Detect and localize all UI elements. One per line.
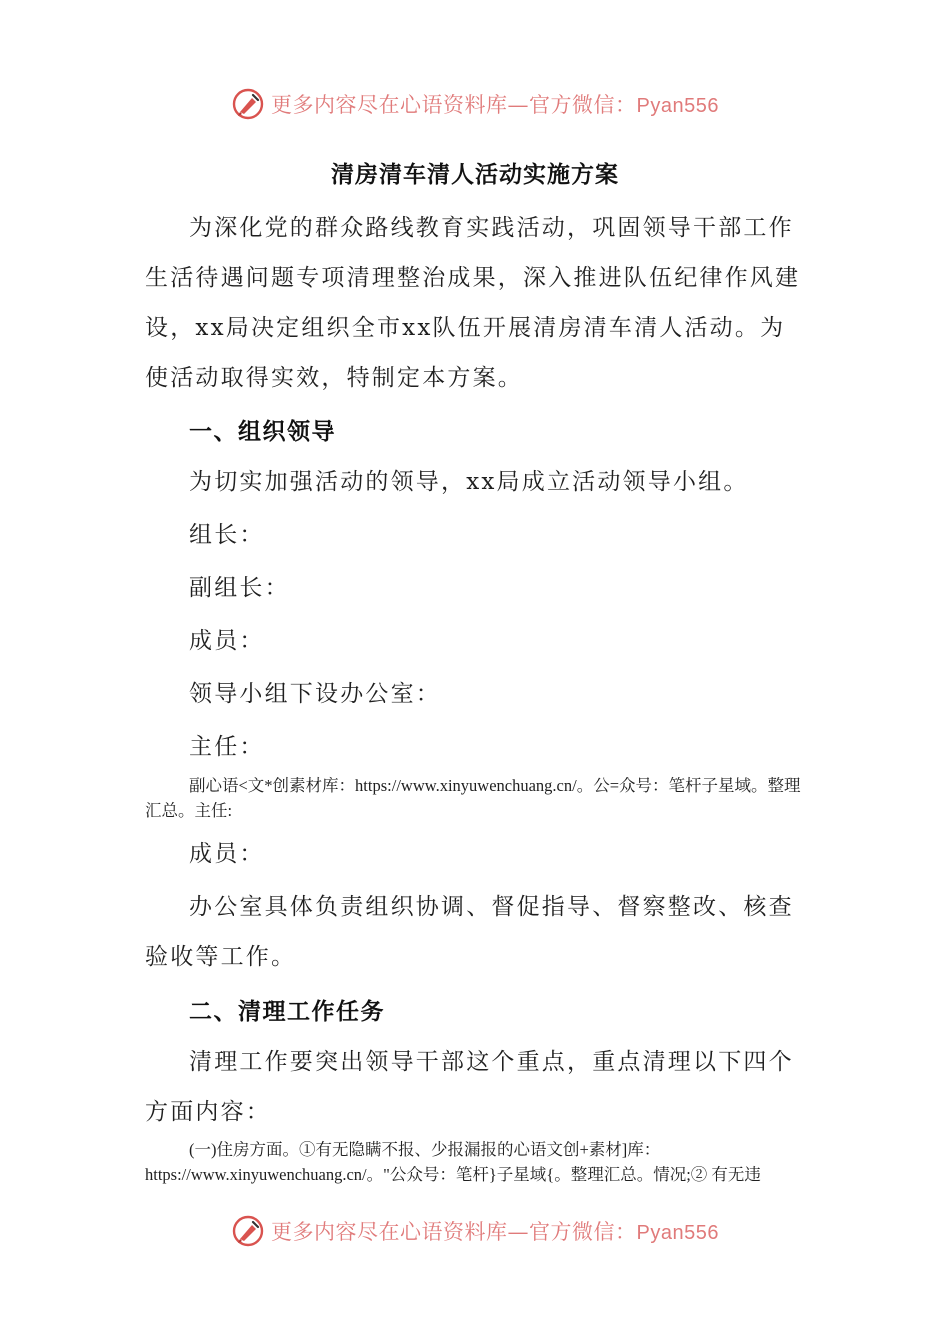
banner-wechat-id: Pyan556 bbox=[636, 95, 719, 117]
pen-logo-icon bbox=[231, 87, 265, 121]
members-line: 成员： bbox=[189, 628, 265, 654]
header-banner bbox=[0, 82, 950, 126]
deputy-leader-line: 副组长： bbox=[189, 575, 290, 601]
office-line: 领导小组下设办公室： bbox=[189, 681, 441, 707]
director-line: 主任： bbox=[189, 734, 265, 760]
section-2-paragraph: 清理工作要突出领导干部这个重点，重点清理以下四个方面内容： bbox=[145, 1049, 794, 1125]
leader-line: 组长： bbox=[189, 522, 265, 548]
small-print-watermark-1: 副心语<文*创素材库：https://www.xinyuwenchuang.cn/。公=众号：笔杆子星域。整理汇总。主任: bbox=[145, 776, 801, 820]
banner-text: 更多内容尽在心语资料库—官方微信：Pyan556 bbox=[271, 93, 719, 117]
section-1-paragraph: 为切实加强活动的领导，xx局成立活动领导小组。 bbox=[189, 469, 749, 495]
intro-paragraph: 为深化党的群众路线教育实践活动，巩固领导干部工作生活待遇问题专项清理整治成果，深入推进队伍纪律作风建设，xx局决定组织全市xx队伍开展清房清车清人活动。为使活动取得实效，特制定本方案。 bbox=[145, 215, 801, 391]
footer-banner bbox=[0, 1209, 950, 1253]
banner-text: 更多内容尽在心语资料库—官方微信：Pyan556 bbox=[271, 1220, 719, 1244]
section-2-heading: 二、清理工作任务 bbox=[189, 998, 385, 1025]
office-duty-paragraph: 办公室具体负责组织协调、督促指导、督察整改、核查验收等工作。 bbox=[145, 894, 794, 970]
banner-wechat-id: Pyan556 bbox=[636, 1222, 719, 1244]
section-1-heading: 一、组织领导 bbox=[189, 418, 336, 445]
document-title: 清房清车清人活动实施方案 bbox=[331, 161, 619, 188]
pen-logo-icon bbox=[231, 1214, 265, 1248]
small-print-watermark-2: (一)住房方面。①有无隐瞒不报、少报漏报的心语文创+素材]库：https://www.xinyuwenchuang.cn/。"公众号：笔杆}子星域{。整理汇总。情况;② 有无违 bbox=[145, 1140, 761, 1184]
office-members-line: 成员： bbox=[189, 841, 265, 867]
